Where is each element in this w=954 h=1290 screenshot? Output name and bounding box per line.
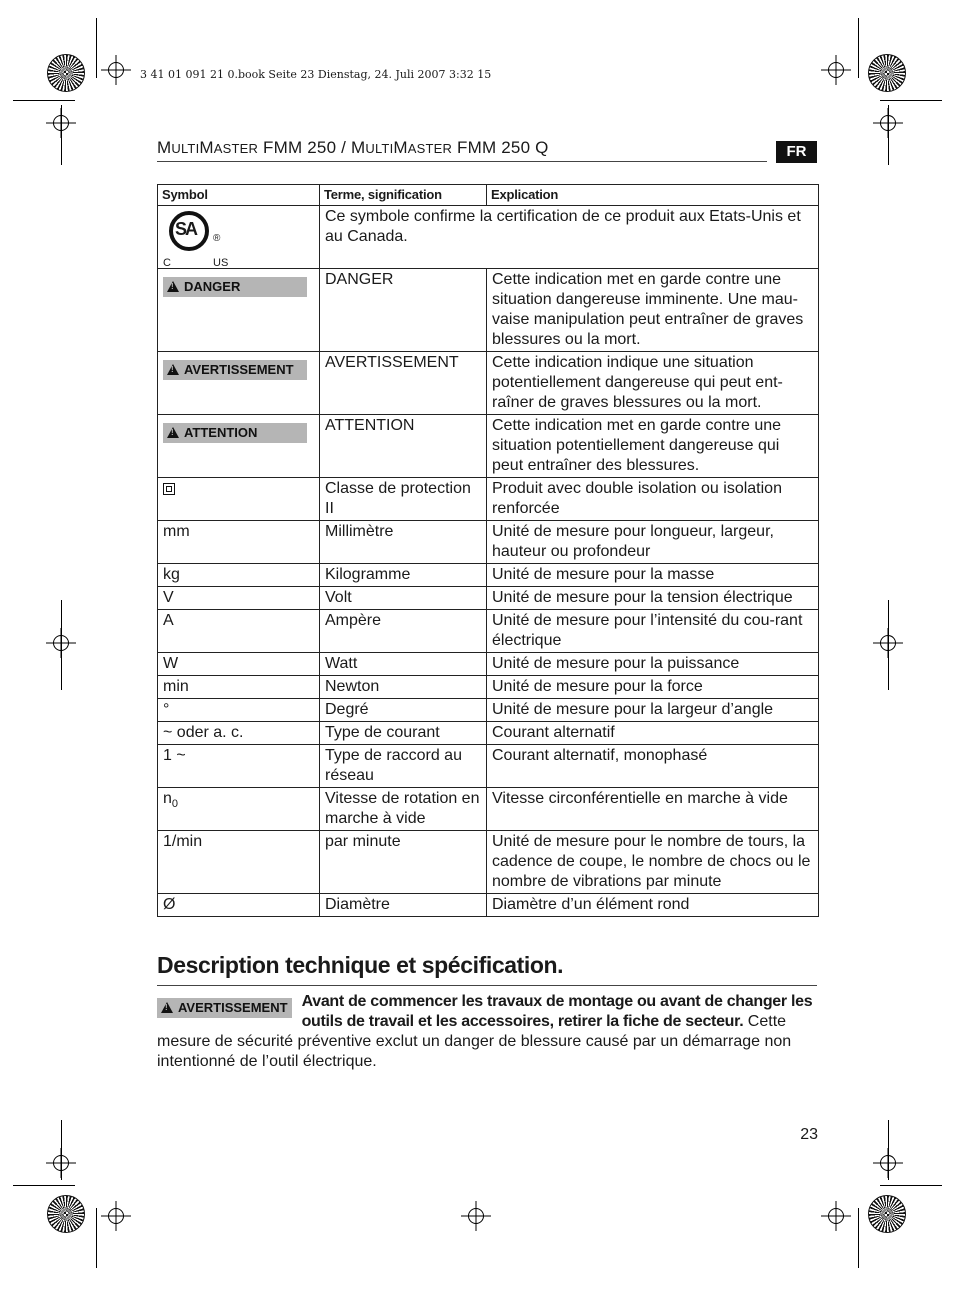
explanation-cell: Unité de mesure pour la force — [487, 676, 819, 699]
registration-mark — [53, 1155, 69, 1171]
warning-triangle-icon — [167, 364, 179, 375]
warning-triangle-icon — [167, 427, 179, 438]
explanation-cell: Produit avec double isolation ou isolation renforcée — [487, 478, 819, 521]
term-cell: Millimètre — [320, 521, 487, 564]
explanation-cell: Unité de mesure pour la largeur d’angle — [487, 699, 819, 722]
table-row — [158, 610, 819, 653]
table-row — [158, 745, 819, 788]
column-header-symbol: Symbol — [158, 185, 320, 206]
warning-paragraph — [157, 992, 817, 1072]
term-cell: ATTENTION — [320, 415, 487, 478]
hazard-badge: !ATTENTION — [163, 423, 307, 443]
symbol-cell: kg — [158, 564, 320, 587]
header-text-part: ASTER — [407, 141, 453, 156]
explanation-cell: Courant alternatif, monophasé — [487, 745, 819, 788]
csa-description: Ce symbole confirme la certification de ce produit aux Etats-Unis et au Canada. — [320, 206, 819, 269]
header-text-part: M — [351, 138, 366, 157]
symbol-cell — [158, 352, 320, 415]
registration-mark — [828, 62, 844, 78]
symbol-cell: $n_0$ — [158, 788, 320, 831]
table-row — [158, 831, 819, 894]
star-target-mark — [868, 1195, 906, 1233]
term-cell: Watt — [320, 653, 487, 676]
explanation-cell: Unité de mesure pour l’intensité du cou-rant électrique — [487, 610, 819, 653]
symbol-table — [157, 184, 819, 917]
table-row — [158, 269, 819, 352]
table-row — [158, 521, 819, 564]
print-info: 3 41 01 091 21 0.book Seite 23 Dienstag, 24. Juli 2007 3:32 15 — [140, 68, 492, 81]
symbol-cell — [158, 269, 320, 352]
symbol-cell: W — [158, 653, 320, 676]
term-cell: Volt — [320, 587, 487, 610]
symbol-cell: mm — [158, 521, 320, 564]
term-cell: Classe de protection II — [320, 478, 487, 521]
header-text-part: FMM 250 Q — [452, 138, 549, 157]
header-text-part: M — [157, 138, 172, 157]
explanation-cell: Unité de mesure pour la tension électrique — [487, 587, 819, 610]
star-target-mark — [47, 1195, 85, 1233]
header-text-part: ULTI — [171, 141, 200, 156]
term-cell: DANGER — [320, 269, 487, 352]
symbol-cell: Ø — [158, 894, 320, 917]
language-tag: FR — [776, 141, 817, 163]
symbol-cell — [158, 478, 320, 521]
term-cell: Vitesse de rotation en marche à vide — [320, 788, 487, 831]
explanation-cell: Unité de mesure pour la masse — [487, 564, 819, 587]
warning-triangle-icon — [161, 1002, 173, 1013]
explanation-cell: Unité de mesure pour longueur, largeur, hauteur ou profondeur — [487, 521, 819, 564]
explanation-cell: Courant alternatif — [487, 722, 819, 745]
symbol-cell: 1 ~ — [158, 745, 320, 788]
registration-mark — [108, 1208, 124, 1224]
table-header-row — [158, 185, 819, 206]
explanation-cell: Cette indication met en garde contre une situation dangereuse imminente. Une mau-vaise manipulation peut entraîner de graves blessures ou la mort. — [487, 269, 819, 352]
symbol-cell: A — [158, 610, 320, 653]
warning-bold-text: Avant de commencer les travaux de montage ou avant de changer les outils de travail et les accessoires, retirer la fiche de secteur. — [301, 993, 813, 1030]
hazard-badge: !AVERTISSEMENT — [163, 360, 307, 380]
term-cell: Degré — [320, 699, 487, 722]
star-target-mark — [47, 54, 85, 92]
table-row — [158, 415, 819, 478]
explanation-cell: Unité de mesure pour la puissance — [487, 653, 819, 676]
term-cell: par minute — [320, 831, 487, 894]
term-cell: Ampère — [320, 610, 487, 653]
header-text-part: M — [393, 138, 408, 157]
table-row — [158, 587, 819, 610]
symbol-cell: 1/min — [158, 831, 320, 894]
header-text-part: ULTI — [365, 141, 394, 156]
warning-triangle-icon — [167, 281, 179, 292]
explanation-cell: Vitesse circonférentielle en marche à vide — [487, 788, 819, 831]
double-insulation-icon — [163, 483, 175, 495]
symbol-cell: V — [158, 587, 320, 610]
table-row — [158, 352, 819, 415]
table-row — [158, 699, 819, 722]
document-header — [157, 138, 767, 162]
star-target-mark — [868, 54, 906, 92]
header-text-part: ASTER — [213, 141, 259, 156]
table-row — [158, 206, 819, 269]
term-cell: Kilogramme — [320, 564, 487, 587]
term-cell: Type de raccord au réseau — [320, 745, 487, 788]
term-cell: Type de courant — [320, 722, 487, 745]
symbol-cell: min — [158, 676, 320, 699]
table-row — [158, 894, 819, 917]
warning-text: Cette mesure de sécurité préventive exclut un danger de blessure causé par un démarrage non intentionné de l’outil électrique. — [157, 1013, 792, 1070]
registration-mark — [828, 1208, 844, 1224]
explanation-cell: Unité de mesure pour le nombre de tours, la cadence de coupe, le nombre de chocs ou le nombre de vibrations par minute — [487, 831, 819, 894]
section-title: Description technique et spécification. — [157, 952, 817, 986]
table-row — [158, 722, 819, 745]
csa-logo: SA ® C US — [158, 206, 320, 269]
symbol-cell: ° — [158, 699, 320, 722]
registration-mark — [880, 1155, 896, 1171]
explanation-cell: Diamètre d’un élément rond — [487, 894, 819, 917]
explanation-cell: Cette indication met en garde contre une situation potentiellement dangereuse qui peut entraîner des blessures. — [487, 415, 819, 478]
symbol-cell — [158, 415, 320, 478]
registration-mark — [468, 1208, 484, 1224]
term-cell: Newton — [320, 676, 487, 699]
header-text-part: M — [199, 138, 214, 157]
term-cell: Diamètre — [320, 894, 487, 917]
header-text-part: FMM 250 / — [258, 138, 351, 157]
column-header-term: Terme, signification — [320, 185, 487, 206]
table-row — [158, 564, 819, 587]
term-cell: AVERTISSEMENT — [320, 352, 487, 415]
table-row — [158, 478, 819, 521]
column-header-explanation: Explication — [487, 185, 819, 206]
table-row — [158, 788, 819, 831]
table-row — [158, 653, 819, 676]
warning-badge: !AVERTISSEMENT — [157, 998, 292, 1018]
registration-mark — [53, 635, 69, 651]
explanation-cell: Cette indication indique une situation potentiellement dangereuse qui peut ent-raîner de graves blessures ou la mort. — [487, 352, 819, 415]
registration-mark — [880, 115, 896, 131]
page-number: 23 — [800, 1126, 818, 1143]
symbol-cell: ~ oder a. c. — [158, 722, 320, 745]
table-row — [158, 676, 819, 699]
hazard-badge: !DANGER — [163, 277, 307, 297]
registration-mark — [108, 62, 124, 78]
registration-mark — [880, 635, 896, 651]
registration-mark — [53, 115, 69, 131]
